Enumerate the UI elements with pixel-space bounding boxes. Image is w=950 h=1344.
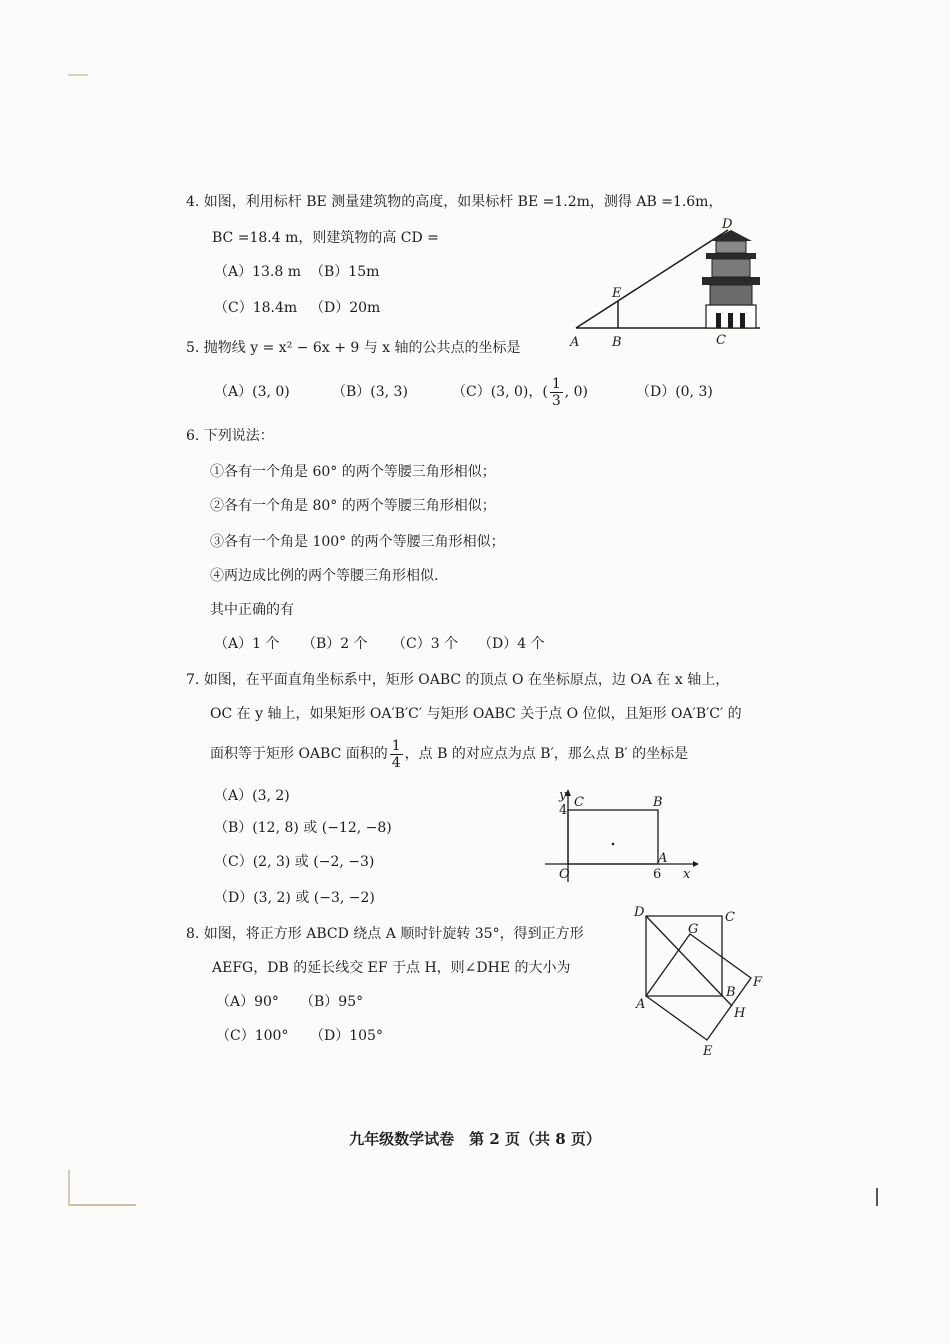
q6-option-a: （A）1 个 (214, 636, 280, 652)
speck (612, 843, 615, 846)
label-c: C (574, 795, 584, 810)
q5-option-c-post: , 0) (564, 384, 589, 400)
q7-line2: OC 在 y 轴上，如果矩形 OA′B′C′ 与矩形 OABC 关于点 O 位似，且矩形 OA′B′C′ 的 (210, 706, 742, 722)
q8-line1: 8. 如图，将正方形 ABCD 绕点 A 顺时针旋转 35°，得到正方形 (186, 926, 584, 942)
q7-line1: 7. 如图，在平面直角坐标系中，矩形 OABC 的顶点 O 在坐标原点，边 OA 在 x 轴上， (186, 672, 730, 688)
q5-line1: 5. 抛物线 y = x² − 6x + 9 与 x 轴的公共点的坐标是 (186, 340, 521, 356)
q6-statement-1: ①各有一个角是 60° 的两个等腰三角形相似； (210, 464, 496, 480)
building-icon (702, 230, 760, 328)
q5-option-b: （B）(3, 3) (332, 384, 408, 400)
q5-fraction-num: 1 (551, 375, 561, 392)
label-g: G (688, 922, 699, 937)
q6-statement-4: ④两边成比例的两个等腰三角形相似. (210, 568, 439, 584)
q4-option-c: （C）18.4m (214, 300, 298, 316)
label-c: C (725, 910, 735, 925)
q6-line1: 6. 下列说法： (186, 428, 274, 444)
label-x: x (683, 867, 691, 882)
q7-fraction (390, 738, 403, 771)
q6-option-b: （B）2 个 (302, 636, 368, 652)
label-a: A (570, 335, 580, 350)
q6-statement-2: ②各有一个角是 80° 的两个等腰三角形相似； (210, 498, 496, 514)
label-h: H (734, 1006, 746, 1021)
q7-figure (545, 786, 705, 886)
q7-option-a: （A）(3, 2) (214, 788, 290, 804)
label-c: C (716, 333, 726, 348)
label-b: B (612, 335, 622, 350)
label-y: y (559, 788, 567, 803)
label-o: O (559, 867, 570, 882)
q5-option-c (452, 374, 588, 410)
label-b: B (653, 795, 663, 810)
label-f: F (753, 975, 763, 990)
label-d: D (634, 905, 645, 920)
label-e: E (612, 286, 622, 301)
q6-statement-3: ③各有一个角是 100° 的两个等腰三角形相似； (210, 534, 505, 550)
q7-fraction-den: 4 (391, 754, 401, 771)
q7-line3 (210, 734, 688, 774)
q5-fraction-den: 3 (551, 392, 561, 409)
q5-fraction (550, 376, 563, 409)
q6-ask: 其中正确的有 (210, 602, 294, 618)
label-b: B (726, 985, 736, 1000)
tick-y: 4 (559, 803, 568, 818)
q5-option-a: （A）(3, 0) (214, 384, 290, 400)
q6-option-d: （D）4 个 (478, 636, 545, 652)
q4-option-a: （A）13.8 m (214, 264, 302, 280)
q4-line2: BC =18.4 m，则建筑物的高 CD = (212, 230, 439, 246)
q4-line1: 4. 如图，利用标杆 BE 测量建筑物的高度，如果标杆 BE =1.2m，测得 AB =1.6m， (186, 194, 723, 210)
label-d: D (722, 217, 733, 232)
label-e: E (703, 1044, 713, 1059)
q7-option-b: （B）(12, 8) 或 (−12, −8) (214, 820, 392, 836)
q6-option-c: （C）3 个 (392, 636, 459, 652)
q7-option-c: （C）(2, 3) 或 (−2, −3) (214, 854, 375, 870)
label-a: A (658, 851, 668, 866)
scan-mark (68, 1204, 136, 1206)
q5-option-d: （D）(0, 3) (636, 384, 713, 400)
rectangle-oabc (568, 810, 658, 864)
q8-figure (628, 902, 778, 1062)
q8-option-d: （D）105° (310, 1028, 383, 1044)
q4-figure (560, 215, 780, 350)
scan-mark (68, 74, 88, 76)
q5-option-c-pre: （C）(3, 0)，( (452, 384, 548, 400)
q8-line2: AEFG，DB 的延长线交 EF 于点 H，则∠DHE 的大小为 (212, 960, 571, 976)
q7-option-d: （D）(3, 2) 或 (−3, −2) (214, 890, 375, 906)
scan-mark (876, 1188, 878, 1206)
q8-option-b: （B）95° (300, 994, 364, 1010)
x-axis-arrow-icon (693, 861, 699, 867)
label-a: A (636, 997, 646, 1012)
q4-option-d: （D）20m (310, 300, 381, 316)
q8-option-a: （A）90° (216, 994, 279, 1010)
page-footer: 九年级数学试卷 第 2 页（共 8 页） (349, 1130, 601, 1148)
q8-option-c: （C）100° (216, 1028, 289, 1044)
scan-mark (68, 1170, 70, 1206)
q7-line3-post: ，点 B 的对应点为点 B′，那么点 B′ 的坐标是 (404, 746, 689, 762)
tick-x: 6 (653, 867, 662, 882)
q7-line3-pre: 面积等于矩形 OABC 面积的 (210, 746, 388, 762)
q4-option-b: （B）15m (310, 264, 380, 280)
q7-fraction-num: 1 (391, 737, 401, 754)
